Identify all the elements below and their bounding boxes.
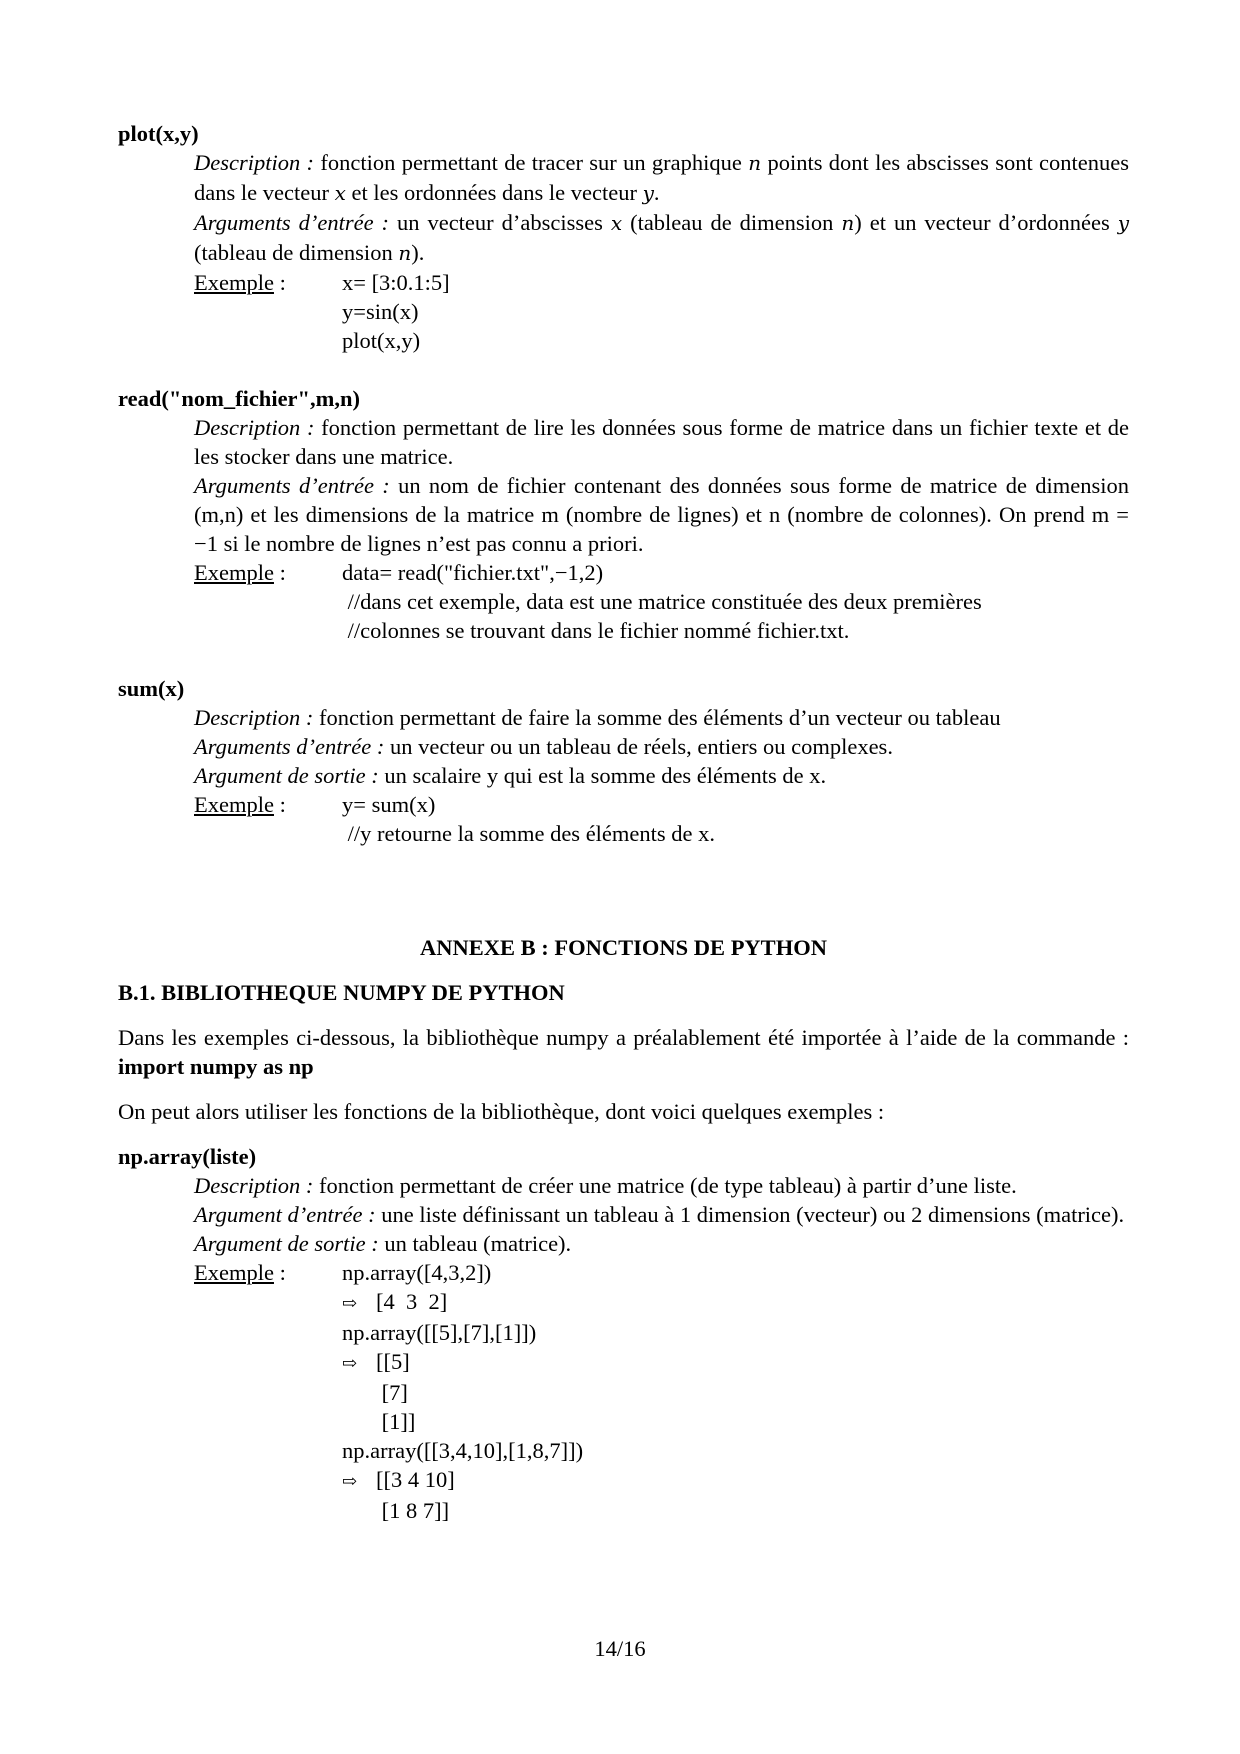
plot-arguments: Arguments d’entrée : un vecteur d’abscisses x (tableau de dimension n) et un vecteur d’ordonnées y (tableau de dimension n). [194, 210, 1130, 265]
read-title: read("nom_fichier",m,n) [118, 386, 361, 411]
read-description: Description : fonction permettant de lire les données sous forme de matrice dans un fichier texte et de les stocker dans une matrice. [194, 415, 1130, 469]
code-line: y= sum(x) [342, 792, 436, 817]
nparray-example: Exemple : np.array([4,3,2]) ⇨ [4 3 2] np.array([[5],[7],[1]]) ⇨ [[5] [7] [1]] np.array([[3,4,10],[1,8,7]]) ⇨ [[3 4 10] [1 8 7]] [194, 1258, 1129, 1525]
result-line: ⇨ [[3 4 10] [342, 1465, 1129, 1496]
description-label: Description : [194, 705, 314, 730]
code-line: np.array([[5],[7],[1]]) [342, 1320, 537, 1345]
plot-title: plot(x,y) [118, 121, 199, 146]
example-label: Exemple [194, 1260, 274, 1285]
arguments-label: Arguments d’entrée : [194, 210, 390, 235]
example-label: Exemple [194, 560, 274, 585]
annexe-title: ANNEXE B : FONCTIONS DE PYTHON [420, 935, 827, 960]
nparray-entry [118, 1142, 1129, 1525]
code-line: y=sin(x) [342, 299, 419, 324]
document-page [118, 119, 1129, 1525]
sum-entry [118, 674, 1129, 848]
plot-example: Exemple : x= [3:0.1:5] y=sin(x) plot(x,y) [194, 268, 1129, 355]
intro-paragraph: Dans les exemples ci-dessous, la bibliothèque numpy a préalablement été importée à l’aide de la commande : import numpy as np [118, 1025, 1129, 1079]
description-label: Description : [194, 150, 315, 175]
code-line: data= read("fichier.txt",−1,2) [342, 560, 604, 585]
nparray-arguments: Argument d’entrée : une liste définissant un tableau à 1 dimension (vecteur) ou 2 dimensions (matrice). [194, 1202, 1125, 1227]
code-line: np.array([[3,4,10],[1,8,7]]) [342, 1438, 584, 1463]
read-entry [118, 384, 1129, 645]
nparray-output: Argument de sortie : un tableau (matrice). [194, 1231, 572, 1256]
result-line: [1]] [376, 1409, 416, 1434]
intro-paragraph-2: On peut alors utiliser les fonctions de la bibliothèque, dont voici quelques exemples : [118, 1099, 885, 1124]
arrow-icon: ⇨ [342, 1353, 358, 1373]
example-label: Exemple [194, 792, 274, 817]
sum-arguments: Arguments d’entrée : un vecteur ou un tableau de réels, entiers ou complexes. [194, 734, 893, 759]
code-line: x= [3:0.1:5] [342, 270, 450, 295]
page-number: 14/16 [594, 1636, 646, 1661]
example-label: Exemple [194, 270, 274, 295]
read-arguments: Arguments d’entrée : un nom de fichier contenant des données sous forme de matrice de dimension (m,n) et les dimensions de la matrice m (nombre de lignes) et n (nombre de colonnes). On prend m = −1 si le nombre de lignes n’est pas connu a priori. [194, 473, 1129, 556]
description-label: Description : [194, 1173, 314, 1198]
output-label: Argument de sortie : [194, 763, 379, 788]
code-line: np.array([4,3,2]) [342, 1260, 492, 1285]
arrow-icon: ⇨ [342, 1471, 358, 1491]
code-comment: //dans cet exemple, data est une matrice constituée des deux premières [342, 589, 982, 614]
result-line: ⇨ [[5] [342, 1347, 1129, 1378]
sum-description: Description : fonction permettant de faire la somme des éléments d’un vecteur ou tableau [194, 705, 1001, 730]
sum-title: sum(x) [118, 676, 185, 701]
result-line: [1 8 7]] [376, 1498, 450, 1523]
arguments-label: Argument d’entrée : [194, 1202, 376, 1227]
result-line: [7] [376, 1380, 408, 1405]
output-label: Argument de sortie : [194, 1231, 379, 1256]
code-comment: //colonnes se trouvant dans le fichier nommé fichier.txt. [342, 618, 850, 643]
read-example: Exemple : data= read("fichier.txt",−1,2) //dans cet exemple, data est une matrice constituée des deux premières //colonnes se trouvant dans le fichier nommé fichier.txt. [194, 558, 1129, 645]
plot-entry [118, 119, 1129, 355]
arguments-label: Arguments d’entrée : [194, 734, 385, 759]
sum-example: Exemple : y= sum(x) //y retourne la somme des éléments de x. [194, 790, 1129, 848]
import-command: import numpy as np [118, 1054, 314, 1079]
section-title: B.1. BIBLIOTHEQUE NUMPY DE PYTHON [118, 980, 565, 1005]
arguments-label: Arguments d’entrée : [194, 473, 390, 498]
nparray-title: np.array(liste) [118, 1144, 257, 1169]
description-label: Description : [194, 415, 315, 440]
arrow-icon: ⇨ [342, 1293, 358, 1313]
sum-output: Argument de sortie : un scalaire y qui est la somme des éléments de x. [194, 763, 827, 788]
code-line: plot(x,y) [342, 328, 421, 353]
nparray-description: Description : fonction permettant de créer une matrice (de type tableau) à partir d’une liste. [194, 1173, 1017, 1198]
result-line: ⇨ [4 3 2] [342, 1287, 1129, 1318]
code-comment: //y retourne la somme des éléments de x. [342, 821, 716, 846]
plot-description: Description : fonction permettant de tracer sur un graphique n points dont les abscisses sont contenues dans le vecteur x et les ordonnées dans le vecteur y. [194, 150, 1130, 205]
